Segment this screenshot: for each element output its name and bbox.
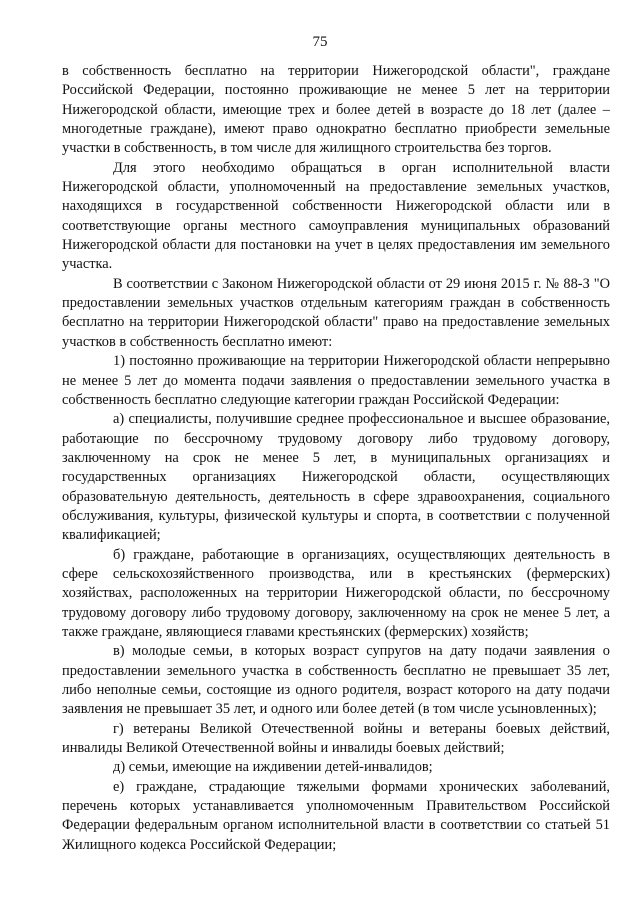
document-body bbox=[62, 62, 610, 855]
paragraph-continuation: в собственность бесплатно на территории Нижегородской области", граждане Российской Федерации, постоянно проживающие не менее 5 лет на территории Нижегородской области, имеющие трех и более детей в возрасте до 18 лет (далее – многодетные граждане), имеют право однократно бесплатно приобрести земельные участки в собственность, в том числе для жилищного строительства без торгов. bbox=[62, 63, 610, 157]
list-item-d: д) семьи, имеющие на иждивении детей-инвалидов; bbox=[113, 759, 433, 776]
list-item-g: г) ветераны Великой Отечественной войны и ветераны боевых действий, инвалиды Великой Отечественной войны и инвалиды боевых действий; bbox=[62, 720, 610, 757]
paragraph-law-reference: В соответствии с Законом Нижегородской области от 29 июня 2015 г. № 88-З "О предоставлении земельных участков отдельным категориям граждан в собственность бесплатно на территории Нижегородской области" право на предоставление земельных участков в собственность бесплатно имеют: bbox=[62, 275, 610, 350]
page-number: 75 bbox=[312, 34, 328, 50]
list-item-1: 1) постоянно проживающие на территории Нижегородской области непрерывно не менее 5 лет до момента подачи заявления о предоставлении земельного участка в собственность бесплатно следующие категории граждан Российской Федерации: bbox=[62, 353, 610, 408]
list-item-b: б) граждане, работающие в организациях, осуществляющих деятельность в сфере сельскохозяйственного производства, или в крестьянских (фермерских) хозяйствах, расположенных на территории Нижегородской области, по бессрочному трудовому договору либо трудовому договору, заключенному на срок не менее 5 лет, а также граждане, являющиеся главами крестьянских (фермерских) хозяйств; bbox=[62, 546, 610, 640]
list-item-a: а) специалисты, получившие среднее профессиональное и высшее образование, работающие по бессрочному трудовому договору либо трудовому договору, заключенному на срок не менее 5 лет, в муниципальных организациях и государственных организациях Нижегородской области, осуществляющих образовательную деятельность, деятельность в сфере здравоохранения, социального обслуживания, культуры, физической культуры и спорта, в соответствии с полученной квалификацией; bbox=[62, 411, 610, 544]
list-item-e: е) граждане, страдающие тяжелыми формами хронических заболеваний, перечень которых устанавливается уполномоченным Правительством Российской Федерации федеральным органом исполнительной власти в соответствии со статьей 51 Жилищного кодекса Российской Федерации; bbox=[62, 778, 610, 853]
list-item-v: в) молодые семьи, в которых возраст супругов на дату подачи заявления о предоставлении земельного участка в собственность бесплатно не превышает 35 лет, либо неполные семьи, состоящие из одного родителя, возраст которого на дату подачи заявления не превышает 35 лет, и одного или более детей (в том числе усыновленных); bbox=[62, 643, 610, 718]
paragraph-application-procedure: Для этого необходимо обращаться в орган исполнительной власти Нижегородской области, уполномоченный на предоставление земельных участков, находящихся в государственной собственности Нижегородской области или в соответствующие органы местного самоуправления муниципальных образований Нижегородской области для постановки на учет в целях предоставления им земельного участка. bbox=[62, 159, 610, 273]
